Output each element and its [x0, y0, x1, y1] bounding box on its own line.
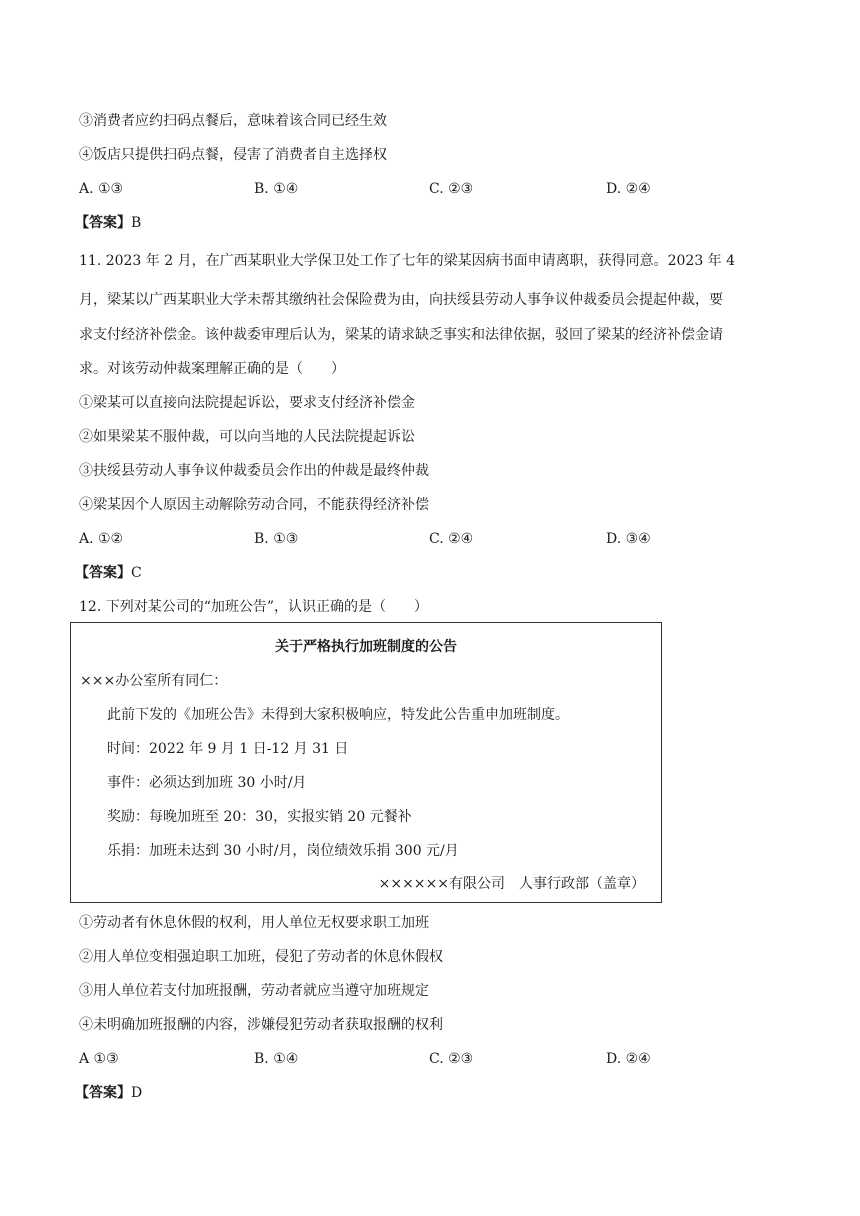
notice-line-event: 事件：必须达到加班 30 小时/月: [107, 775, 307, 791]
q11-answer: [75, 563, 142, 583]
overtime-notice-box: [70, 622, 662, 903]
q12-option-d: D. ②④: [606, 1051, 651, 1067]
q12-statement-3: ③用人单位若支付加班报酬，劳动者就应当遵守加班规定: [79, 983, 429, 999]
q11-option-b: B. ①③: [254, 531, 299, 547]
notice-greeting: ×××办公室所有同仁：: [80, 673, 228, 689]
answer-value: C: [131, 565, 142, 581]
q11-statement-3: ③扶绥县劳动人事争议仲裁委员会作出的仲裁是最终仲裁: [79, 463, 429, 479]
q10-statement-4: ④饭店只提供扫码点餐，侵害了消费者自主选择权: [79, 147, 387, 163]
q12-statement-1: ①劳动者有休息休假的权利，用人单位无权要求职工加班: [79, 915, 429, 931]
q11-option-a: A. ①②: [79, 531, 124, 547]
q10-option-c: C. ②③: [429, 181, 474, 197]
q12-option-a: A ①③: [79, 1051, 119, 1067]
answer-value: D: [131, 1085, 143, 1101]
q10-options: [79, 179, 779, 199]
notice-line-intro: 此前下发的《加班公告》未得到大家积极响应，特发此公告重申加班制度。: [107, 707, 569, 723]
q12-statement-4: ④未明确加班报酬的内容，涉嫌侵犯劳动者获取报酬的权利: [79, 1017, 443, 1033]
q11-stem-line-2: 月，梁某以广西某职业大学未帮其缴纳社会保险费为由，向扶绥县劳动人事争议仲裁委员会提起仲裁，要: [79, 292, 723, 308]
q11-option-c: C. ②④: [429, 531, 474, 547]
q10-option-d: D. ②④: [606, 181, 651, 197]
q10-answer: [75, 213, 141, 233]
notice-line-penalty: 乐捐：加班未达到 30 小时/月，岗位绩效乐捐 300 元/月: [107, 843, 459, 859]
q12-stem: 12. 下列对某公司的“加班公告”，认识正确的是（ ）: [79, 599, 429, 615]
notice-line-reward: 奖励：每晚加班至 20：30，实报实销 20 元餐补: [107, 809, 412, 825]
answer-label: 【答案】: [75, 215, 131, 231]
q12-options: [79, 1049, 779, 1069]
q11-stem-line-1: 11. 2023 年 2 月，在广西某职业大学保卫处工作了七年的梁某因病书面申请离职，获得同意。2023 年 4: [79, 253, 736, 269]
q10-option-a: A. ①③: [79, 181, 124, 197]
notice-signature: ××××××有限公司 人事行政部（盖章）: [378, 876, 645, 892]
notice-line-time: 时间：2022 年 9 月 1 日-12 月 31 日: [107, 741, 349, 757]
q10-option-b: B. ①④: [254, 181, 299, 197]
q10-statement-3: ③消费者应约扫码点餐后，意味着该合同已经生效: [79, 113, 387, 129]
q12-statement-2: ②用人单位变相强迫职工加班，侵犯了劳动者的休息休假权: [79, 949, 443, 965]
q11-statement-4: ④梁某因个人原因主动解除劳动合同，不能获得经济补偿: [79, 497, 429, 513]
answer-label: 【答案】: [75, 565, 131, 581]
q12-option-b: B. ①④: [254, 1051, 299, 1067]
q11-statement-2: ②如果梁某不服仲裁，可以向当地的人民法院提起诉讼: [79, 429, 415, 445]
answer-label: 【答案】: [75, 1085, 131, 1101]
q11-stem-line-4: 求。对该劳动仲裁案理解正确的是（ ）: [79, 361, 345, 377]
answer-value: B: [131, 215, 142, 231]
q11-statement-1: ①梁某可以直接向法院提起诉讼，要求支付经济补偿金: [79, 395, 415, 411]
q12-option-c: C. ②③: [429, 1051, 474, 1067]
q11-options: [79, 529, 779, 549]
notice-title: 关于严格执行加班制度的公告: [275, 639, 457, 655]
q11-option-d: D. ③④: [606, 531, 651, 547]
q12-answer: [75, 1083, 142, 1103]
q11-stem-line-3: 求支付经济补偿金。该仲裁委审理后认为，梁某的请求缺乏事实和法律依据，驳回了梁某的经济补偿金请: [79, 327, 723, 343]
